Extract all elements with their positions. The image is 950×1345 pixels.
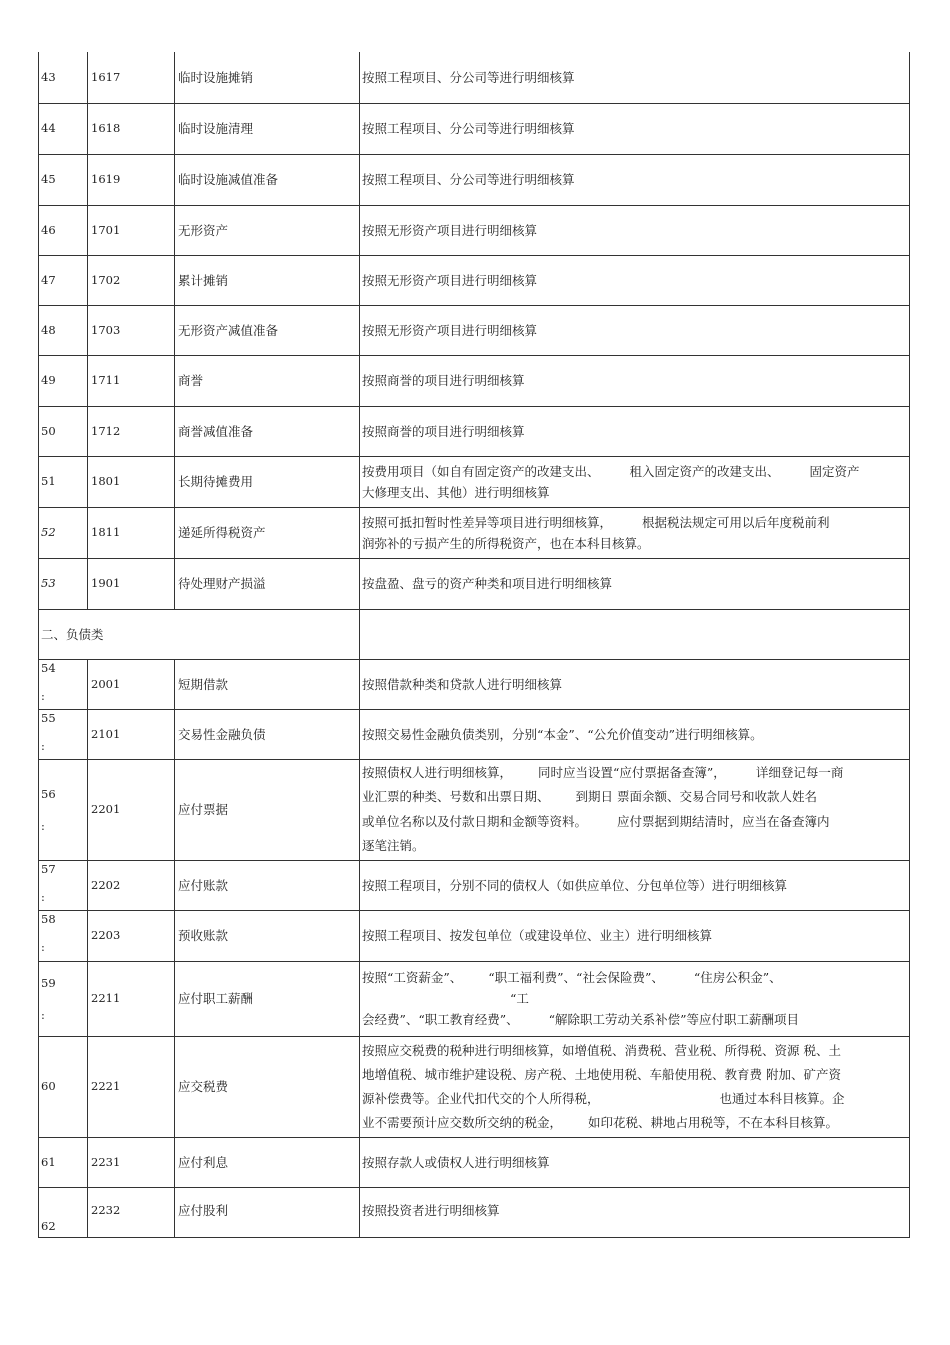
account-name: 临时设施清理 <box>175 103 360 154</box>
table-row <box>39 52 910 103</box>
account-code: 2232 <box>88 1187 175 1237</box>
account-name: 商誉减值准备 <box>175 406 360 456</box>
account-code: 1901 <box>88 558 175 609</box>
description-line: 固定资产 <box>809 463 860 479</box>
description-line: 源补偿费等。企业代扣代交的个人所得税， <box>362 1090 600 1106</box>
account-code: 2202 <box>88 860 175 910</box>
table-row <box>39 406 910 456</box>
account-code: 1811 <box>88 507 175 558</box>
account-description: 按照工程项目，分别不同的债权人（如供应单位、分包单位等）进行明细核算 <box>360 860 910 910</box>
row-number: 45 <box>39 154 88 205</box>
description-line: 租入固定资产的改建支出、 <box>629 463 780 479</box>
account-code: 1701 <box>88 205 175 255</box>
description-line: 会经费”、“职工教育经费”、 <box>362 1012 519 1027</box>
account-name: 预收账款 <box>175 910 360 961</box>
account-name: 应付职工薪酬 <box>175 961 360 1036</box>
account-name: 应付票据 <box>175 759 360 860</box>
table-row <box>39 860 910 910</box>
row-number: 49 <box>39 355 88 406</box>
account-code: 1619 <box>88 154 175 205</box>
description-line: “职工福利费”、“社会保险费”、 <box>488 970 664 985</box>
account-description <box>360 759 910 860</box>
account-code: 1617 <box>88 52 175 103</box>
account-name: 无形资产减值准备 <box>175 305 360 355</box>
description-line: 详细登记每一商 <box>755 764 844 780</box>
section-row <box>39 609 910 659</box>
table-row <box>39 456 910 507</box>
table-row <box>39 255 910 305</box>
account-description: 按照工程项目、分公司等进行明细核算 <box>360 52 910 103</box>
description-line: 按费用项目（如自有固定资产的改建支出、 <box>362 463 600 479</box>
row-number: 44 <box>39 103 88 154</box>
account-code: 2001 <box>88 659 175 709</box>
account-code: 1801 <box>88 456 175 507</box>
row-number: 52 <box>39 507 88 558</box>
account-description: 按照投资者进行明细核算 <box>360 1187 910 1237</box>
table-row <box>39 507 910 558</box>
account-description <box>360 507 910 558</box>
row-number: 60 <box>39 1036 88 1137</box>
row-number: 56 : <box>39 759 88 860</box>
account-name: 待处理财产损溢 <box>175 558 360 609</box>
table-row <box>39 1137 910 1187</box>
row-number: 54 : <box>39 659 88 709</box>
section-heading: 二、负债类 <box>39 609 360 659</box>
description-line: 按照可抵扣暂时性差异等项目进行明细核算， <box>362 514 613 530</box>
account-description: 按照存款人或债权人进行明细核算 <box>360 1137 910 1187</box>
description-line: 应付票据到期结清时，应当在备查簿内 <box>617 813 830 829</box>
table-row <box>39 558 910 609</box>
account-code: 1712 <box>88 406 175 456</box>
row-number: 43 <box>39 52 88 103</box>
description-line: 地增值税、城市维护建设税、房产税、土地使用税、车船使用税、教育费 附加、矿产资 <box>362 1066 841 1082</box>
account-description <box>360 1036 910 1137</box>
description-line: 逐笔注销。 <box>362 838 425 853</box>
table-row <box>39 1187 910 1237</box>
description-line: 按照债权人进行明细核算， <box>362 764 513 780</box>
row-number: 58 : <box>39 910 88 961</box>
table-row <box>39 205 910 255</box>
account-description <box>360 456 910 507</box>
account-name: 商誉 <box>175 355 360 406</box>
account-code: 1702 <box>88 255 175 305</box>
account-code: 2211 <box>88 961 175 1036</box>
account-name: 交易性金融负债 <box>175 709 360 759</box>
account-description: 按照工程项目、分公司等进行明细核算 <box>360 154 910 205</box>
account-name: 无形资产 <box>175 205 360 255</box>
row-number: 51 <box>39 456 88 507</box>
description-line: “住房公积金”、 <box>693 970 782 985</box>
account-name: 应交税费 <box>175 1036 360 1137</box>
account-name: 短期借款 <box>175 659 360 709</box>
account-description: 按照借款种类和贷款人进行明细核算 <box>360 659 910 709</box>
description-line: “解除职工劳动关系补偿”等应付职工薪酬项目 <box>548 1012 799 1027</box>
account-name: 递延所得税资产 <box>175 507 360 558</box>
table-row <box>39 709 910 759</box>
description-line: 到期日 票面余额、交易合同号和收款人姓名 <box>575 789 817 804</box>
row-number: 50 <box>39 406 88 456</box>
account-name: 累计摊销 <box>175 255 360 305</box>
table-row <box>39 910 910 961</box>
table-row <box>39 659 910 709</box>
account-name: 临时设施摊销 <box>175 52 360 103</box>
row-number: 62 <box>39 1187 88 1237</box>
table-row <box>39 759 910 860</box>
description-line: 同时应当设置“应付票据备查簿”， <box>538 764 726 780</box>
row-number: 53 <box>39 558 88 609</box>
row-number: 55 : <box>39 709 88 759</box>
account-code: 2221 <box>88 1036 175 1137</box>
description-line: 按照应交税费的税种进行明细核算，如增值税、消费税、营业税、所得税、资源 税、土 <box>362 1042 841 1058</box>
account-code: 1618 <box>88 103 175 154</box>
description-line: 如印花税、耕地占用税等，不在本科目核算。 <box>588 1114 839 1130</box>
table-row <box>39 355 910 406</box>
row-number: 46 <box>39 205 88 255</box>
account-code: 2101 <box>88 709 175 759</box>
description-line: “工 <box>510 991 529 1006</box>
account-code: 2201 <box>88 759 175 860</box>
account-name: 长期待摊费用 <box>175 456 360 507</box>
table-row <box>39 305 910 355</box>
account-code: 1711 <box>88 355 175 406</box>
account-description: 按照工程项目、分公司等进行明细核算 <box>360 103 910 154</box>
account-description <box>360 961 910 1036</box>
description-line: 业不需要预计应交数所交纳的税金， <box>362 1114 563 1130</box>
description-line: 润弥补的亏损产生的所得税资产，也在本科目核算。 <box>362 535 650 551</box>
account-name: 临时设施减值准备 <box>175 154 360 205</box>
row-number: 59 : <box>39 961 88 1036</box>
table-row <box>39 154 910 205</box>
account-code: 2231 <box>88 1137 175 1187</box>
account-description: 按照无形资产项目进行明细核算 <box>360 205 910 255</box>
description-line: 大修理支出、其他）进行明细核算 <box>362 484 550 500</box>
account-description: 按照无形资产项目进行明细核算 <box>360 255 910 305</box>
account-description: 按照商誉的项目进行明细核算 <box>360 406 910 456</box>
table-row <box>39 961 910 1036</box>
account-description: 按照无形资产项目进行明细核算 <box>360 305 910 355</box>
account-description: 按照商誉的项目进行明细核算 <box>360 355 910 406</box>
account-description: 按盘盈、盘亏的资产种类和项目进行明细核算 <box>360 558 910 609</box>
row-number: 47 <box>39 255 88 305</box>
description-line: 也通过本科目核算。企 <box>719 1090 845 1106</box>
row-number: 57 : <box>39 860 88 910</box>
table-row <box>39 103 910 154</box>
description-line: 业汇票的种类、号数和出票日期、 <box>362 789 550 804</box>
account-description: 按照交易性金融负债类别，分别“本金”、“公允价值变动”进行明细核算。 <box>360 709 910 759</box>
account-code: 1703 <box>88 305 175 355</box>
description-line: 按照“工资薪金”、 <box>362 970 463 985</box>
accounts-table <box>38 52 910 1238</box>
account-code: 2203 <box>88 910 175 961</box>
row-number: 48 <box>39 305 88 355</box>
description-line: 根据税法规定可用以后年度税前利 <box>642 514 830 530</box>
description-line: 或单位名称以及付款日期和金额等资料。 <box>362 813 588 829</box>
account-name: 应付账款 <box>175 860 360 910</box>
account-name: 应付利息 <box>175 1137 360 1187</box>
row-number: 61 <box>39 1137 88 1187</box>
account-description: 按照工程项目、按发包单位（或建设单位、业主）进行明细核算 <box>360 910 910 961</box>
table-row <box>39 1036 910 1137</box>
account-name: 应付股利 <box>175 1187 360 1237</box>
